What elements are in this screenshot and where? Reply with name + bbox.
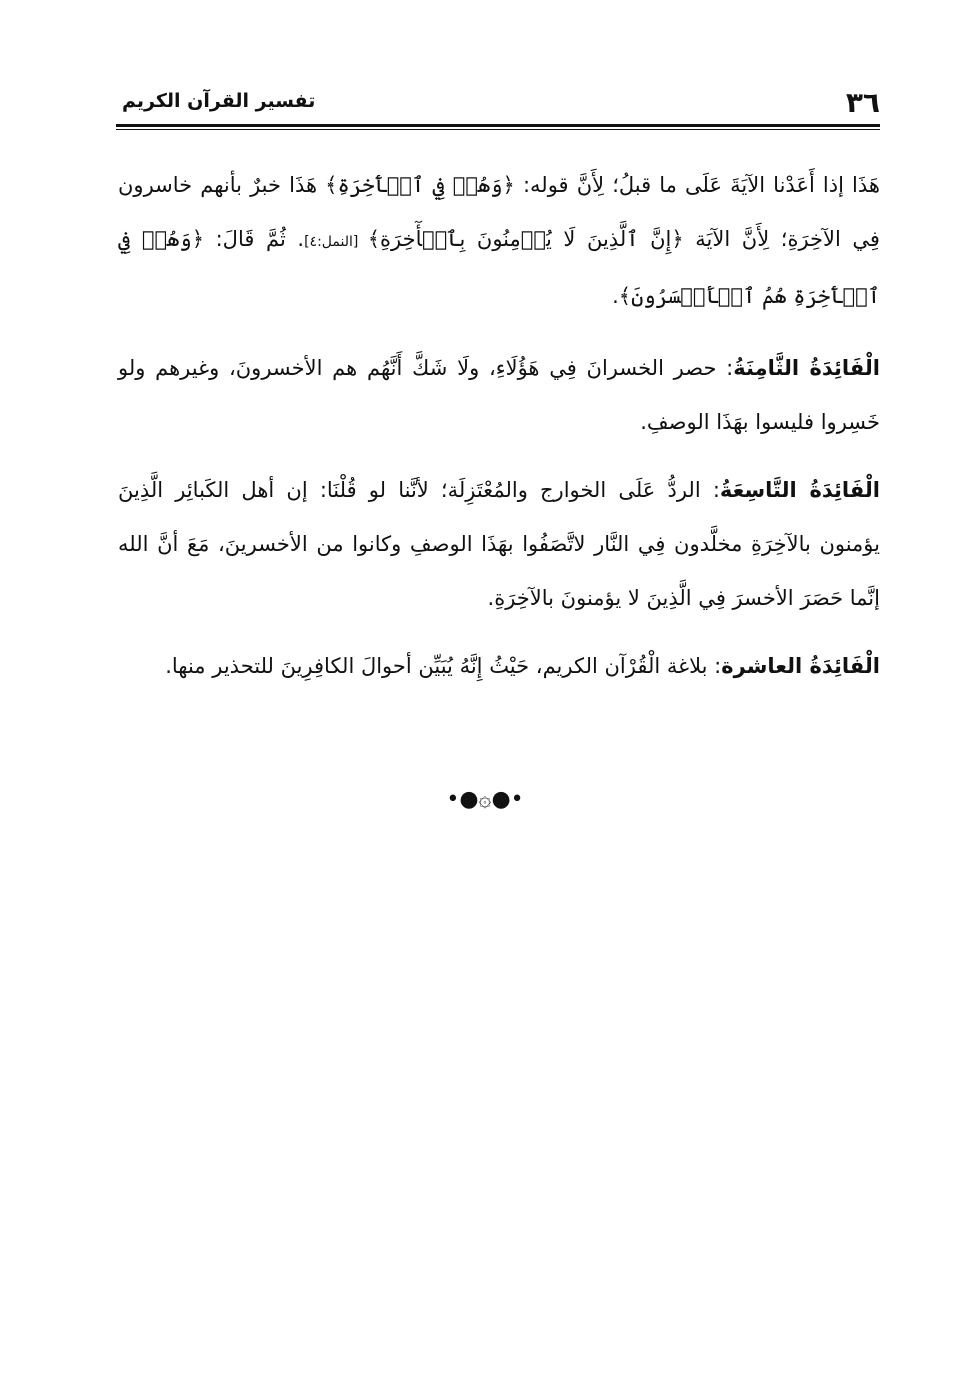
benefit-text-10: : بلاغة الْقُرْآن الكريم، حَيْثُ إِنَّهُ يُبَيِّن أحوالَ الكافِرِينَ للتحذير منها.	[165, 654, 722, 678]
quran-verse-1: ﴿وَهُمۡ فِي ٱلۡأٓخِرَةِ﴾	[325, 173, 515, 197]
paragraph-1-text-d: .	[612, 284, 619, 308]
verse-reference: [النمل:٤]	[304, 234, 368, 250]
quran-verse-2: ﴿إِنَّ ٱلَّذِينَ لَا يُؤۡمِنُونَ بِٱلۡأٓخِرَةِ﴾	[367, 227, 684, 251]
book-title: تفسير القرآن الكريم	[122, 90, 316, 112]
paragraph-2	[118, 341, 880, 449]
header-rule-thick	[116, 124, 880, 127]
page-header	[116, 84, 880, 124]
section-ornament-icon: •●۞●•	[446, 787, 524, 812]
quran-verse-3: ﴿وَهُمۡ فِي ٱلۡأٓخِرَةِ هُمُ ٱلۡأَخۡسَرُونَ﴾	[118, 227, 880, 308]
paragraph-4	[118, 639, 880, 693]
paragraph-1	[118, 158, 880, 323]
paragraph-1-text-a: هَذَا إذا أَعَدْنا الآيَةَ عَلَى ما قبلُ؛ لِأَنَّ قوله:	[514, 173, 880, 197]
paragraph-1-text-b: هَذَا خبرٌ بأنهم خاسرون فِي الآخِرَةِ؛ لِأَنَّ الآيَة	[118, 173, 880, 251]
benefit-heading-8: الْفَائِدَةُ الثَّامِنَةُ	[733, 356, 880, 380]
page-number: ٣٦	[845, 86, 880, 119]
body-text	[118, 158, 880, 707]
benefit-heading-10: الْفَائِدَةُ العاشرة	[721, 654, 880, 678]
benefit-heading-9: الْفَائِدَةُ التَّاسِعَةُ	[719, 478, 880, 502]
benefit-text-8: : حصر الخسرانَ فِي هَؤُلَاءِ، ولَا شَكَّ أَنَّهُم هم الأخسرونَ، وغيرهم ولو خَسِروا فليسوا بهَذَا الوصفِ.	[118, 356, 880, 434]
paragraph-1-text-c: . ثُمَّ قَالَ:	[204, 227, 305, 251]
header-rule-thin	[116, 129, 880, 130]
paragraph-3	[118, 463, 880, 625]
benefit-text-9: : الردُّ عَلَى الخوارج والمُعْتَزِلَة؛ لأنَّنا لو قُلْنَا: إن أهل الكَبائِر الَّذِينَ يؤمنون بالآخِرَةِ مخلَّدون فِي النَّار لاتَّصَفُوا بهَذَا الوصفِ وكانوا من الأخسرينَ، مَعَ أنَّ الله إنَّما حَصَرَ الأخسرَ فِي الَّذِينَ لا يؤمنونَ بالآخِرَةِ.	[118, 478, 880, 610]
